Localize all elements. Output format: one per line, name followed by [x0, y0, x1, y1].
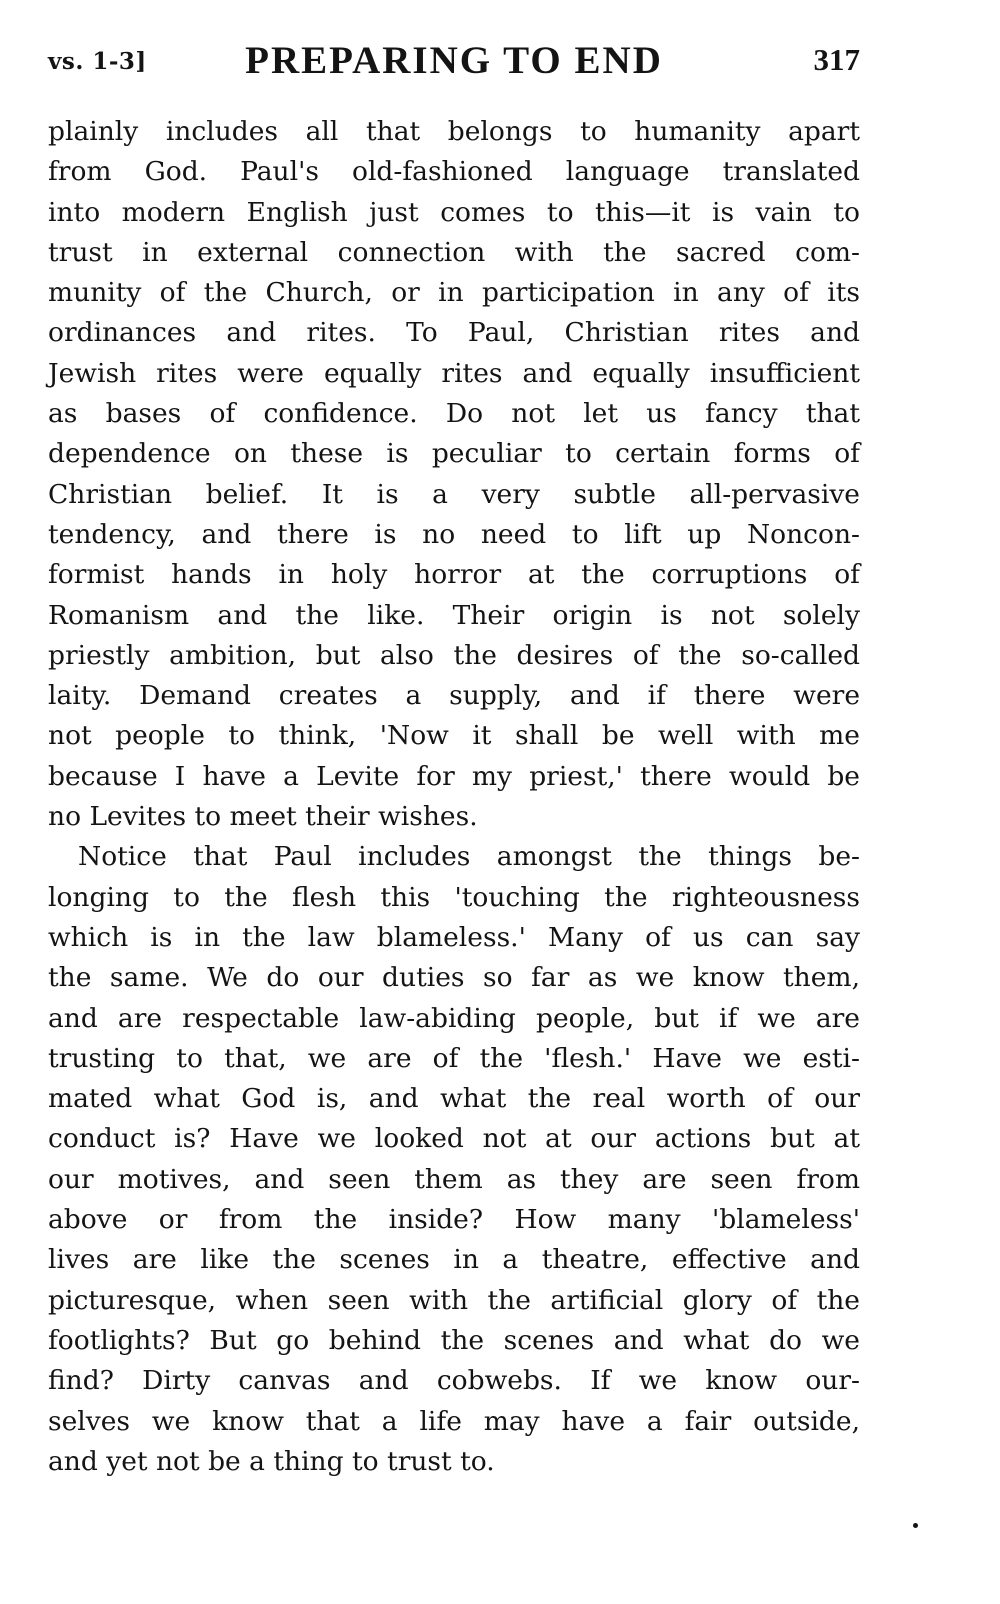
text-line: lives are like the scenes in a theatre, effective and	[48, 1244, 860, 1276]
running-header	[48, 30, 860, 90]
text-line: the same. We do our duties so far as we know them,	[48, 962, 860, 994]
text-line: because I have a Levite for my priest,' there would be	[48, 760, 860, 792]
book-page	[48, 30, 860, 1482]
text-line: priestly ambition, but also the desires of the so-called	[48, 639, 860, 671]
text-line: find? Dirty canvas and cobwebs. If we know our-	[48, 1365, 860, 1397]
text-line: tendency, and there is no need to lift up Noncon-	[48, 518, 860, 550]
text-line: munity of the Church, or in participation in any of its	[48, 277, 860, 309]
paragraph	[48, 112, 860, 837]
text-line: trusting to that, we are of the 'flesh.' Have we esti-	[48, 1042, 860, 1074]
text-line: and are respectable law-abiding people, but if we are	[48, 1002, 860, 1034]
verse-reference: vs. 1-3]	[48, 48, 147, 75]
text-line: no Levites to meet their wishes.	[48, 801, 478, 833]
text-line: selves we know that a life may have a fair outside,	[48, 1405, 860, 1437]
text-line: Jewish rites were equally rites and equally insufficient	[48, 357, 860, 389]
text-line: dependence on these is peculiar to certain forms of	[48, 438, 860, 470]
text-line: from God. Paul's old-fashioned language translated	[48, 156, 860, 188]
text-line: picturesque, when seen with the artificial glory of the	[48, 1284, 860, 1316]
text-line: trust in external connection with the sacred com-	[48, 236, 860, 268]
text-line: Notice that Paul includes amongst the things be-	[78, 841, 860, 873]
text-line: laity. Demand creates a supply, and if there were	[48, 680, 860, 712]
text-line: Romanism and the like. Their origin is not solely	[48, 599, 860, 631]
page-number: 317	[813, 42, 860, 77]
text-line: into modern English just comes to this—it is vain to	[48, 196, 860, 228]
text-line: above or from the inside? How many 'blameless'	[48, 1204, 860, 1236]
text-line: Christian belief. It is a very subtle all-pervasive	[48, 478, 860, 510]
print-speck	[913, 1523, 918, 1528]
text-line: as bases of confidence. Do not let us fancy that	[48, 398, 860, 430]
text-line: longing to the flesh this 'touching the righteousness	[48, 881, 860, 913]
text-line: and yet not be a thing to trust to.	[48, 1445, 495, 1477]
text-line: not people to think, 'Now it shall be well with me	[48, 720, 860, 752]
text-line: mated what God is, and what the real worth of our	[48, 1083, 860, 1115]
text-line: our motives, and seen them as they are seen from	[48, 1163, 860, 1195]
paragraph	[48, 837, 860, 1482]
chapter-title: PREPARING TO END	[245, 39, 663, 82]
text-line: formist hands in holy horror at the corruptions of	[48, 559, 860, 591]
text-line: plainly includes all that belongs to humanity apart	[48, 116, 860, 147]
text-line: which is in the law blameless.' Many of us can say	[48, 921, 860, 953]
text-line: conduct is? Have we looked not at our actions but at	[48, 1123, 860, 1155]
text-line: footlights? But go behind the scenes and what do we	[48, 1324, 860, 1356]
body-text	[48, 112, 860, 1482]
text-line: ordinances and rites. To Paul, Christian rites and	[48, 317, 860, 349]
